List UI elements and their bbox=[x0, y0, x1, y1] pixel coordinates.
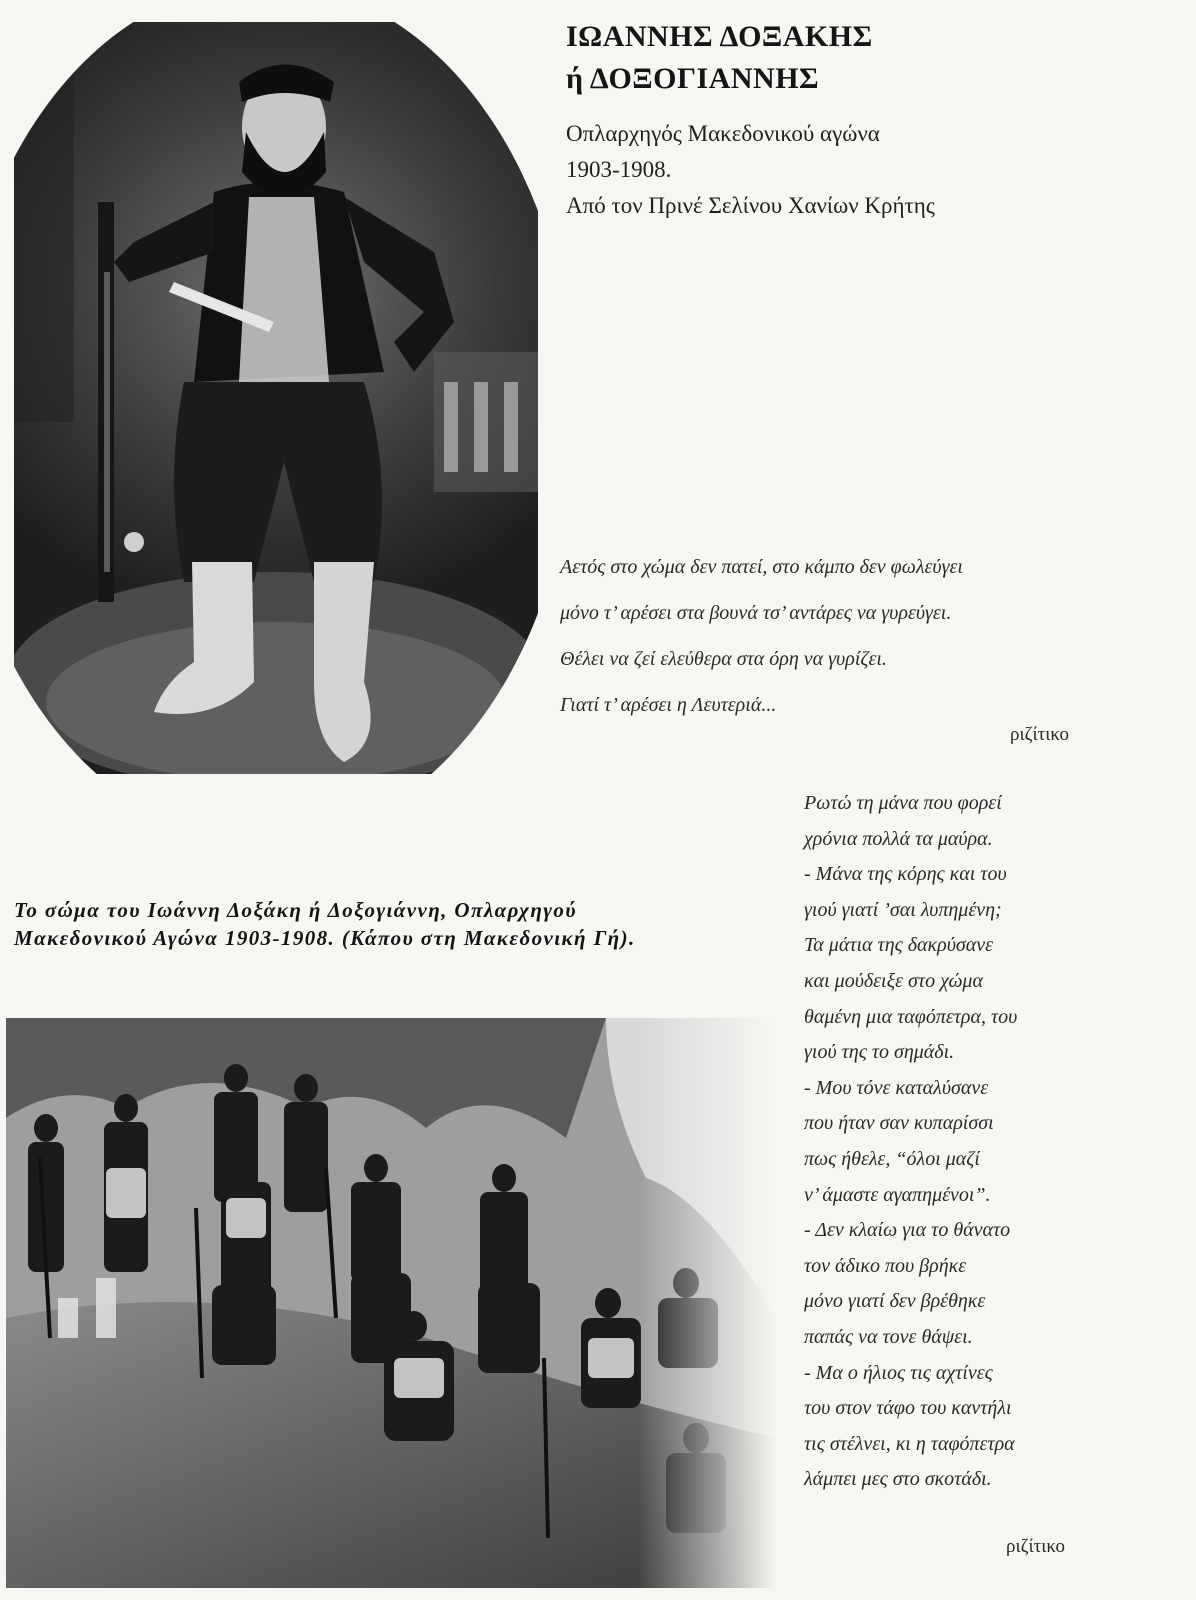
poem-2 bbox=[804, 786, 1017, 1498]
caption-line-1: Το σώμα του Ιωάννη Δοξάκη ή Δοξογιάννη, Οπλαρχηγού bbox=[14, 898, 577, 922]
poem-line: λάμπει μες στο σκοτάδι. bbox=[804, 1468, 992, 1491]
poem-line: τις στέλνει, κι η ταφόπετρα bbox=[804, 1432, 1015, 1455]
poem-line: - Μάνα της κόρης και του bbox=[804, 863, 1007, 886]
title-line-1: ΙΩΑΝΝΗΣ ΔΟΞΑΚΗΣ bbox=[566, 20, 873, 53]
subtitle-line: 1903-1908. bbox=[566, 157, 672, 182]
poem-line: και μούδειξε στο χώμα bbox=[804, 969, 983, 992]
poem-line: - Δεν κλαίω για το θάνατο bbox=[804, 1219, 1011, 1242]
subtitle-line: Από τον Πρινέ Σελίνου Χανίων Κρήτης bbox=[566, 193, 935, 218]
subtitle bbox=[566, 116, 935, 224]
caption-line-2: Μακεδονικού Αγώνα 1903-1908. (Κάπου στη Μακεδονική Γή). bbox=[14, 926, 636, 950]
poem-line: μόνο τ’ αρέσει στα βουνά τσ’ αντάρες να γυρεύγει. bbox=[560, 602, 952, 624]
poem-line: πως ήθελε, “όλοι μαζί bbox=[804, 1147, 980, 1170]
poem-line: Τα μάτια της δακρύσανε bbox=[804, 934, 994, 957]
poem-line: θαμένη μια ταφόπετρα, του bbox=[804, 1005, 1018, 1028]
page-title bbox=[566, 16, 873, 100]
group-photo-caption bbox=[14, 896, 636, 952]
poem-line: που ήταν σαν κυπαρίσσι bbox=[804, 1112, 994, 1135]
title-line-2: ή ΔΟΞΟΓΙΑΝΝΗΣ bbox=[566, 62, 820, 95]
portrait-photo bbox=[14, 22, 538, 774]
group-photo bbox=[6, 1018, 776, 1588]
poem-line: Γιατί τ’ αρέσει η Λευτεριά... bbox=[560, 694, 777, 716]
poem-line: μόνο γιατί δεν βρέθηκε bbox=[804, 1290, 986, 1313]
poem-line: γιού της το σημάδι. bbox=[804, 1041, 955, 1064]
poem-line: γιού γιατί ’σαι λυπημένη; bbox=[804, 898, 1002, 921]
poem-line: Αετός στο χώμα δεν πατεί, στο κάμπο δεν φωλεύγει bbox=[560, 556, 963, 578]
poem-line: χρόνια πολλά τα μαύρα. bbox=[804, 827, 993, 850]
poem-line: Ρωτώ τη μάνα που φορεί bbox=[804, 792, 1002, 814]
poem-line: τον άδικο που βρήκε bbox=[804, 1254, 967, 1277]
poem-line: ν’ άμαστε αγαπημένοι”. bbox=[804, 1183, 991, 1206]
poem-line: Θέλει να ζεί ελεύθερα στα όρη να γυρίζει. bbox=[560, 648, 887, 670]
poem-1 bbox=[560, 544, 963, 728]
poem-line: - Μου τόνε καταλύσανε bbox=[804, 1076, 989, 1099]
poem-line: του στον τάφο του καντήλι bbox=[804, 1397, 1012, 1420]
subtitle-line: Οπλαρχηγός Μακεδονικού αγώνα bbox=[566, 121, 880, 146]
poem-1-credit: ριζίτικο bbox=[1010, 724, 1069, 745]
poem-2-credit: ριζίτικο bbox=[1006, 1536, 1065, 1557]
poem-line: - Μα ο ήλιος τις αχτίνες bbox=[804, 1361, 993, 1384]
poem-line: παπάς να τονε θάψει. bbox=[804, 1325, 973, 1348]
